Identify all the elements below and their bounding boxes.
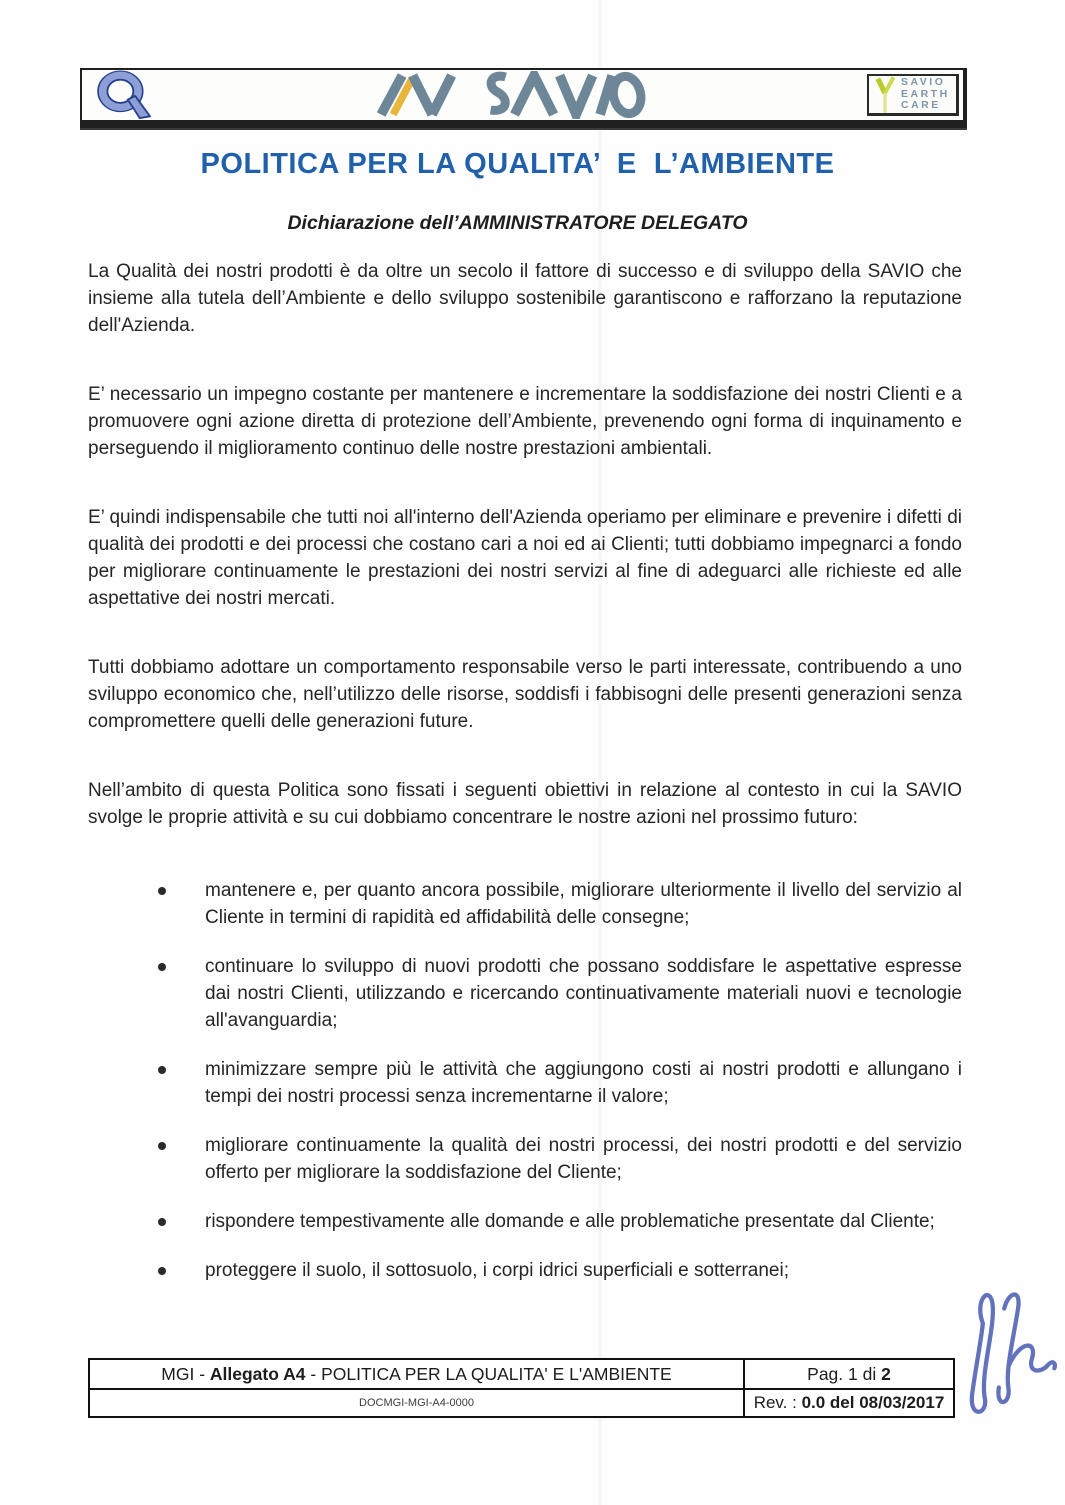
bullet-icon xyxy=(158,1218,166,1226)
page-title: POLITICA PER LA QUALITA’ E L’AMBIENTE xyxy=(200,148,835,180)
list-item-text: migliorare continuamente la qualità dei nostri processi, dei nostri prodotti e del servizio offerto per migliorare la soddisfazione del Cliente; xyxy=(205,1135,962,1183)
paragraph-defect-prevention: E’ quindi indispensabile che tutti noi all'interno dell'Azienda operiamo per eliminare e prevenire i difetti di qualità dei prodotti e dei processi che costano cari a noi ed ai Clienti; tutti dobbiamo impegnarci a fondo per migliorare continuamente le prestazioni dei nostri servizi al fine di adeguarci alle richieste ed alle aspettative dei nostri mercati. xyxy=(88,507,962,609)
bullet-icon xyxy=(158,887,166,895)
footer-page-cell xyxy=(744,1359,954,1389)
earth-care-line1: SAVIO xyxy=(901,76,946,89)
av-savio-wordmark-icon xyxy=(362,71,662,119)
bullet-icon xyxy=(158,1267,166,1275)
document-body xyxy=(88,258,962,1306)
footer-page-number: 2 xyxy=(881,1363,891,1384)
list-item-text: continuare lo sviluppo di nuovi prodotti che possano soddisfare le aspettative espresse dai nostri Clienti, utilizzando e ricercando continuativamente materiali nuovi e tecnologie all'avanguardia; xyxy=(205,956,962,1031)
paragraph-quality-success: La Qualità dei nostri prodotti è da oltre un secolo il fattore di successo e di sviluppo della SAVIO che insieme alla tutela dell’Ambiente e dello sviluppo sostenibile garantiscono e rafforzano la reputazione dell'Azienda. xyxy=(88,261,962,336)
footer-doc-bold: Allegato A4 xyxy=(209,1363,306,1384)
footer-doc-prefix: MGI - xyxy=(161,1363,210,1384)
footer-revision-cell xyxy=(744,1389,954,1417)
paragraph-responsible-behaviour: Tutti dobbiamo adottare un comportamento responsabile verso le parti interessate, contribuendo a uno sviluppo economico che, nell’utilizzo delle risorse, soddisfi i fabbisogni delle presenti generazioni senza compromettere quelli delle generazioni future. xyxy=(88,657,962,732)
bullet-icon xyxy=(158,963,166,971)
page-subtitle: Dichiarazione dell’AMMINISTRATORE DELEGATO xyxy=(287,212,748,234)
footer-page-prefix: Pag. 1 di xyxy=(807,1363,882,1384)
earth-care-badge xyxy=(867,74,959,116)
list-item-text: minimizzare sempre più le attività che aggiungono costi ai nostri prodotti e allungano i tempi dei nostri processi senza incrementarne il valore; xyxy=(205,1059,962,1107)
q-quality-logo-icon xyxy=(94,70,156,120)
footer-rev-value: 0.0 del 08/03/2017 xyxy=(801,1393,945,1412)
footer-doc-code-cell: DOCMGI-MGI-A4-0000 xyxy=(89,1389,744,1417)
list-item-text: proteggere il suolo, il sottosuolo, i corpi idrici superficiali e sotterranei; xyxy=(205,1260,789,1281)
bullet-icon xyxy=(158,1142,166,1150)
list-item xyxy=(88,1257,962,1284)
header-bar xyxy=(80,68,967,128)
earth-care-line2: EARTH xyxy=(901,87,950,100)
paragraph-objectives-intro: Nell’ambito di questa Politica sono fissati i seguenti obiettivi in relazione al contesto in cui la SAVIO svolge le proprie attività e su cui dobbiamo concentrare le nostre azioni nel prossimo futuro: xyxy=(88,780,962,828)
footer-rev-prefix: Rev. : xyxy=(753,1393,802,1412)
list-item-text: rispondere tempestivamente alle domande e alle problematiche presentate dal Cliente; xyxy=(205,1211,935,1232)
objectives-list xyxy=(88,877,962,1284)
list-item-text: mantenere e, per quanto ancora possibile, migliorare ulteriormente il livello del servizio al Cliente in termini di rapidità ed affidabilità delle consegne; xyxy=(205,880,962,928)
footer-doc-suffix: - POLITICA PER LA QUALITA' E L'AMBIENTE xyxy=(305,1363,672,1384)
savio-brand-logo xyxy=(156,71,867,119)
list-item xyxy=(88,1132,962,1186)
footer-doc-title-cell xyxy=(89,1359,744,1389)
footer-table xyxy=(88,1358,955,1418)
list-item xyxy=(88,1208,962,1235)
list-item xyxy=(88,953,962,1034)
paragraph-customer-commitment: E’ necessario un impegno costante per mantenere e incrementare la soddisfazione dei nostri Clienti e a promuovere ogni azione diretta di protezione dell’Ambiente, prevenendo ogni forma di inquinamento e perseguendo il miglioramento continuo delle nostre prestazioni ambientali. xyxy=(88,384,962,459)
earth-care-line3: CARE xyxy=(901,99,941,112)
bullet-icon xyxy=(158,1066,166,1074)
list-item xyxy=(88,1056,962,1110)
earth-care-plant-icon xyxy=(872,76,898,114)
list-item xyxy=(88,877,962,931)
